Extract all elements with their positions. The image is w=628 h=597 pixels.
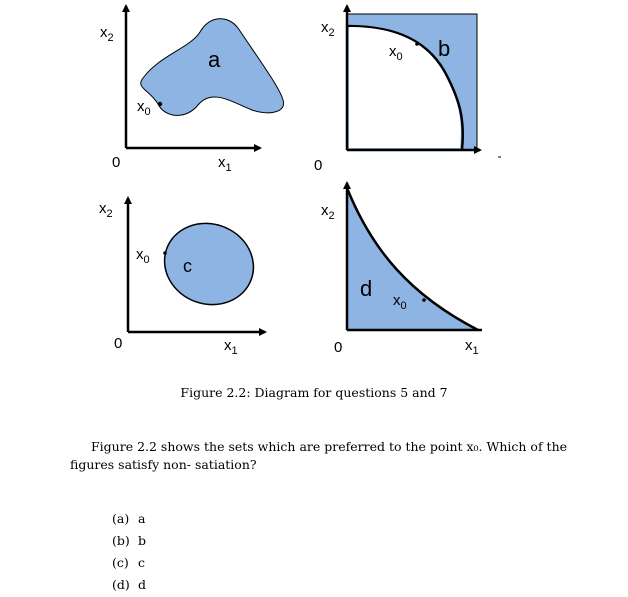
set-label: c: [183, 256, 192, 276]
option-text: a: [138, 511, 146, 526]
panel-d: [321, 183, 482, 357]
question-text: [70, 438, 580, 474]
preferred-set-c: [153, 211, 265, 317]
origin-label: 0: [314, 157, 323, 174]
x0-label: $x_0$: [393, 292, 407, 312]
point-x0: [415, 42, 419, 46]
set-label: a: [208, 47, 221, 72]
option-a[interactable]: [112, 508, 146, 530]
point-x0: [163, 251, 167, 255]
x-axis-label: $x_1$: [465, 337, 479, 357]
y-axis-label: $x_2$: [321, 19, 335, 39]
x0-label: $x_0$: [389, 43, 403, 63]
option-d[interactable]: [112, 574, 146, 596]
option-tag: (d): [112, 577, 130, 592]
y-axis-label: $x_2$: [321, 202, 335, 222]
option-tag: (b): [112, 533, 130, 548]
preferred-set-d: [347, 188, 478, 330]
question-line-1: Figure 2.2 shows the sets which are preferred to the point x₀. Which of the: [91, 439, 568, 454]
set-label: d: [360, 276, 373, 301]
option-b[interactable]: [112, 530, 146, 552]
origin-label: 0: [334, 339, 343, 356]
figure-caption: Figure 2.2: Diagram for questions 5 and 7: [180, 385, 448, 400]
set-label: b: [438, 36, 451, 61]
point-x0: [422, 298, 426, 302]
origin-label: 0: [114, 335, 123, 352]
option-text: d: [138, 577, 147, 592]
x-axis-label: $x_1$: [218, 154, 232, 174]
x-axis-label: $x_1$: [224, 337, 238, 357]
origin-label: 0: [112, 154, 121, 171]
option-text: c: [138, 555, 146, 570]
answer-options: [112, 508, 146, 596]
option-c[interactable]: [112, 552, 146, 574]
x0-label: $x_0$: [136, 246, 150, 266]
option-tag: (c): [112, 555, 129, 570]
y-axis-label: $x_2$: [99, 200, 113, 220]
panel-a: [100, 6, 284, 174]
panel-c: [99, 198, 265, 357]
panel-b: [314, 6, 501, 174]
option-text: b: [138, 533, 147, 548]
y-axis-label: $x_2$: [100, 24, 114, 44]
point-x0: [158, 102, 162, 106]
x0-label: $x_0$: [137, 98, 151, 118]
question-line-2: figures satisfy non- satiation?: [70, 457, 257, 472]
option-tag: (a): [112, 511, 130, 526]
